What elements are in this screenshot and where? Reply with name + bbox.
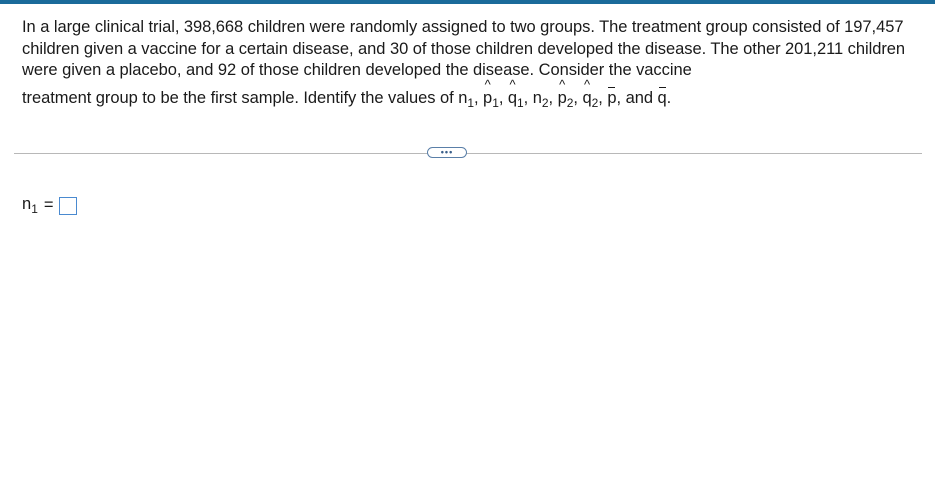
section-divider <box>14 153 922 154</box>
n1-answer-input[interactable] <box>59 197 77 215</box>
question-text <box>22 17 912 114</box>
symbol-q-bar: q <box>657 88 667 107</box>
question-paragraph: In a large clinical trial, 398,668 children were randomly assigned to two groups. The treatment group consisted of 197,457 children given a vaccine for a certain disease, and 30 of those children developed the disease. The other 201,211 children were given a placebo, and 92 of those children developed the disease. Consider the vaccine <box>22 18 906 79</box>
symbol-n2: $n_2$ <box>532 88 549 110</box>
symbol-p-hat-1: p ^ $_1$ <box>483 76 499 110</box>
symbol-n1: $n_1$ <box>458 88 474 110</box>
symbol-p-hat-2: p ^ $_2$ <box>557 76 574 110</box>
symbol-q-hat-2: q ^ $_2$ <box>582 76 599 110</box>
answer-row-n1 <box>22 195 77 216</box>
equals-sign: = <box>43 196 54 214</box>
symbol-q-hat-1: q ^ $_1$ <box>507 76 524 110</box>
question-last-line: treatment group to be the first sample. Identify the values of $n_1$, p ^ $_1$, q ^ $_1$, $n_2$, p ^ $_2$, q ^ $_2$, p , and q . <box>22 76 672 110</box>
top-accent-bar <box>0 0 935 4</box>
answer-label: $n_1$ <box>22 195 38 216</box>
more-options-button[interactable]: ••• <box>427 147 467 158</box>
symbol-p-bar: p <box>607 88 617 107</box>
